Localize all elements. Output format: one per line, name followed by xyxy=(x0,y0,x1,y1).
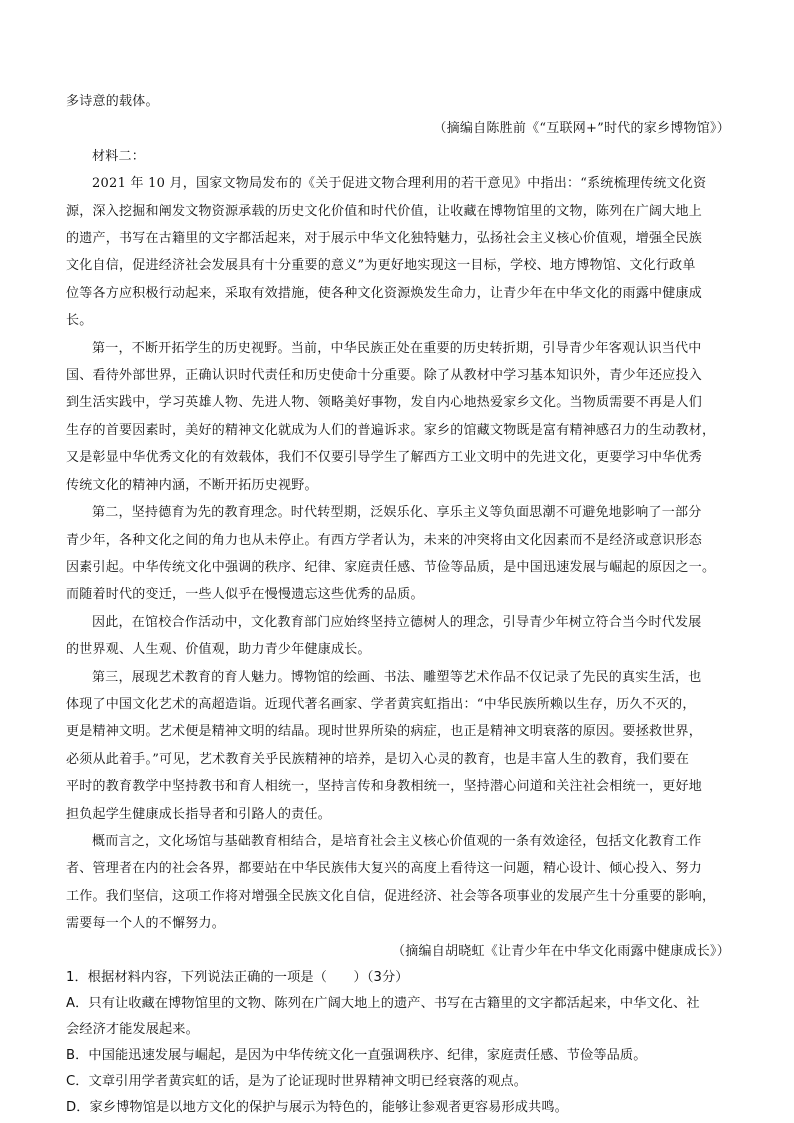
paragraph-line: 必须从此着手。”可见，艺术教育关乎民族精神的培养，是切入心灵的教育，也是丰富人生的教育，我们要在 xyxy=(66,751,690,767)
document-page xyxy=(66,88,730,1121)
paragraph-line: 因此，在馆校合作活动中，文化教育部门应始终坚持立德树人的理念，引导青少年树立符合当今时代发展 xyxy=(92,614,702,630)
paragraph-line: 青少年，各种文化之间的角力也从未停止。有西方学者认为，未来的冲突将由文化因素而不是经济或意识形态 xyxy=(66,532,703,548)
option-b: B．中国能迅速发展与崛起，是因为中华传统文化一直强调秩序、纪律，家庭责任感、节俭等品质。 xyxy=(66,1048,647,1063)
paragraph-line: 者、管理者在内的社会各界，都要站在中华民族伟大复兴的高度上看待这一问题，精心设计、倾心投入、努力 xyxy=(66,861,703,877)
paragraph-line: 第三，展现艺术教育的育人魅力。博物馆的绘画、书法、雕塑等艺术作品不仅记录了先民的真实生活，也 xyxy=(92,669,702,685)
paragraph-line: 长。 xyxy=(66,313,93,329)
paragraph-4 xyxy=(66,609,730,664)
paragraph-2 xyxy=(66,335,730,499)
paragraph-line: 文化自信，促进经济社会发展具有十分重要的意义”为更好地实现这一目标，学校、地方博物馆、文化行政单 xyxy=(66,258,696,274)
material1-tail: 多诗意的载体。 xyxy=(66,94,159,109)
paragraph-line: 又是彰显中华优秀文化的有效载体，我们不仅要引导学生了解西方工业文明中的先进文化，更要学习中华优秀 xyxy=(66,450,703,466)
paragraph-line: 的遗产，书写在古籍里的文字都活起来，对于展示中华文化独特魅力，弘扬社会主义核心价值观，增强全民族 xyxy=(66,231,703,247)
option-a-continued: 会经济才能发展起来。 xyxy=(66,1022,199,1037)
option-c: C．文章引用学者黄宾虹的话，是为了论证现时世界精神文明已经衰落的观点。 xyxy=(66,1074,528,1089)
question-1 xyxy=(66,965,730,1121)
material2-heading: 材料二： xyxy=(92,148,146,164)
paragraph-line: 第二，坚持德育为先的教育理念。时代转型期，泛娱乐化、享乐主义等负面思潮不可避免地影响了一部分 xyxy=(92,505,702,521)
paragraph-line: 因素引起。中华传统文化中强调的秩序、纪律、家庭责任感、节俭等品质，是中国迅速发展与崛起的原因之一。 xyxy=(66,559,716,575)
option-a: A．只有让收藏在博物馆里的文物、陈列在广阔大地上的遗产、书写在古籍里的文字都活起来，中华文化、社 xyxy=(66,996,700,1011)
paragraph-line: 第一，不断开拓学生的历史视野。当前，中华民族正处在重要的历史转折期，引导青少年客观认识当代中 xyxy=(92,340,702,356)
paragraph-line: 担负起学生健康成长指导者和引路人的责任。 xyxy=(66,806,332,822)
option-d: D．家乡博物馆是以地方文化的保护与展示为特色的，能够让参观者更容易形成共鸣。 xyxy=(66,1100,568,1115)
paragraph-line: 概而言之，文化场馆与基础教育相结合，是培育社会主义核心价值观的一条有效途径，包括文化教育工作 xyxy=(92,833,702,849)
paragraph-6 xyxy=(66,828,730,938)
source-citation-1: （摘编自陈胜前《“互联网+”时代的家乡博物馆》） xyxy=(433,121,730,137)
paragraph-line: 到生活实践中，学习英雄人物、先进人物、领略美好事物，发自内心地热爱家乡文化。当物质需要不再是人们 xyxy=(66,395,703,411)
question-stem: 1．根据材料内容，下列说法正确的一项是（ ）（3分） xyxy=(66,970,409,985)
paragraph-line: 源，深入挖掘和阐发文物资源承载的历史文化价值和时代价值，让收藏在博物馆里的文物，陈列在广阔大地上 xyxy=(66,203,703,219)
paragraph-line: 的世界观、人生观、价值观，助力青少年健康成长。 xyxy=(66,642,371,658)
source-citation-2: （摘编自胡晓虹《让青少年在中华文化雨露中健康成长》） xyxy=(391,943,730,959)
paragraph-line: 位等各方应积极行动起来，采取有效措施，使各种文化资源焕发生命力，让青少年在中华文化的雨露中健康成 xyxy=(66,285,703,301)
paragraph-line: 更是精神文明。艺术便是精神文明的结晶。现时世界所染的病症，也正是精神文明衰落的原因。要拯救世界， xyxy=(66,724,703,740)
paragraph-line: 传统文化的精神内涵，不断开拓历史视野。 xyxy=(66,477,318,493)
paragraph-line: 平时的教育教学中坚持教书和育人相统一，坚持言传和身教相统一，坚持潜心问道和关注社会相统一，更好地 xyxy=(66,779,703,795)
paragraph-line: 需要每一个人的不懈努力。 xyxy=(66,916,226,932)
paragraph-line: 2021 年 10 月，国家文物局发布的《关于促进文物合理利用的若干意见》中指出：“系统梳理传统文化资 xyxy=(92,176,707,192)
paragraph-3 xyxy=(66,499,730,609)
paragraph-line: 体现了中国文化艺术的高超造诣。近现代著名画家、学者黄宾虹指出：“中华民族所赖以生存，历久不灭的， xyxy=(66,696,696,712)
paragraph-1 xyxy=(66,170,730,334)
paragraph-line: 而随着时代的变迁，一些人似乎在慢慢遗忘这些优秀的品质。 xyxy=(66,587,424,603)
paragraph-5 xyxy=(66,664,730,828)
paragraph-line: 生存的首要因素时，美好的精神文化就成为人们的普遍诉求。家乡的馆藏文物既是富有精神感召力的生动教材， xyxy=(66,422,716,438)
paragraph-line: 工作。我们坚信，这项工作将对增强全民族文化自信，促进经济、社会等各项事业的发展产生十分重要的影响， xyxy=(66,888,716,904)
paragraph-line: 国、看待外部世界，正确认识时代责任和历史使命十分重要。除了从教材中学习基本知识外，青少年还应投入 xyxy=(66,368,703,384)
